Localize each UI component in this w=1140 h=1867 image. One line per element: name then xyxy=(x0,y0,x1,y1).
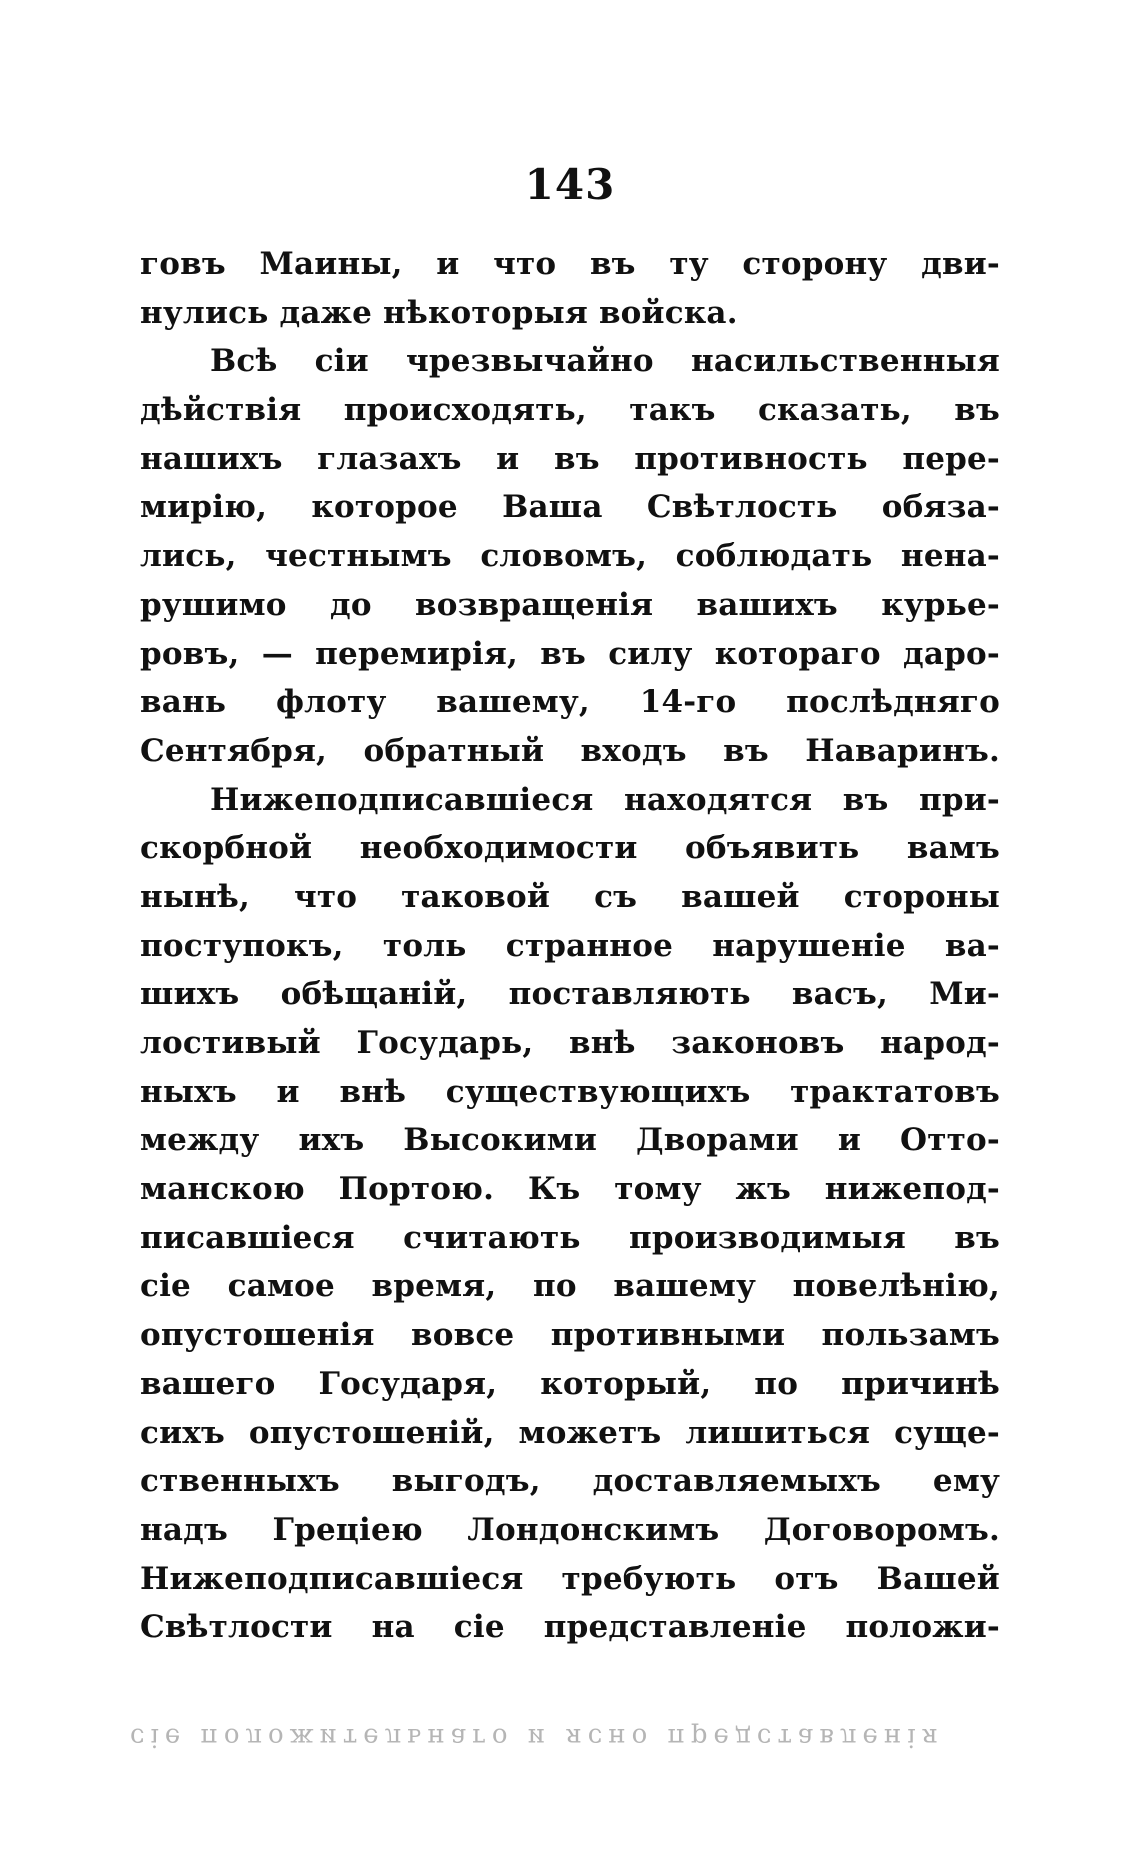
text-line: говъ Маины, и что въ ту сторону дви- xyxy=(140,246,1000,282)
text-line: лостивый Государь, внѣ законовъ народ- xyxy=(140,1025,1000,1061)
text-line: Нижеподписавшіеся требують отъ Вашей xyxy=(140,1560,1000,1597)
text-line: поступокъ, толь странное нарушеніе ва- xyxy=(140,927,1000,964)
text-line: нулись даже нѣкоторыя войска. xyxy=(140,294,738,331)
text-line: надъ Греціею Лондонскимъ Договоромъ. xyxy=(140,1511,1000,1548)
text-line: манскою Портою. Къ тому жъ нижепод- xyxy=(140,1171,1000,1208)
text-line: нынѣ, что таковой съ вашей стороны xyxy=(140,878,1000,915)
text-line: вань флоту вашему, 14-го послѣдняго xyxy=(140,684,1000,721)
text-line: сіе самое время, по вашему повелѣнію, xyxy=(140,1268,1000,1305)
bleed-through-text: сіе положительнаго и ясно представленія xyxy=(130,1722,944,1752)
text-line: писавшіеся считають производимыя въ xyxy=(140,1219,1000,1256)
text-line: дѣйствія происходять, такъ сказать, въ xyxy=(140,392,1000,429)
page-number: 143 xyxy=(524,160,616,209)
text-line: ныхъ и внѣ существующихъ трактатовъ xyxy=(140,1073,1000,1110)
text-line: лись, честнымъ словомъ, соблюдать нена- xyxy=(140,538,1000,575)
text-line: Сентября, обратный входъ въ Наваринъ. xyxy=(140,732,1000,769)
body-text xyxy=(140,240,1000,1652)
text-line: сихъ опустошеній, можетъ лишиться суще- xyxy=(140,1414,1000,1451)
text-line: рушимо до возвращенія вашихъ курье- xyxy=(140,586,1000,623)
text-line: опустошенія вовсе противными пользамъ xyxy=(140,1317,1000,1354)
text-line: между ихъ Высокими Дворами и Отто- xyxy=(140,1122,1000,1159)
text-line: вашего Государя, который, по причинѣ xyxy=(140,1365,1000,1402)
text-line: мирію, которое Ваша Свѣтлость обяза- xyxy=(140,489,1000,526)
text-line: ровъ, — перемирія, въ силу котораго даро- xyxy=(140,635,1000,672)
text-line: Нижеподписавшіеся находятся въ при- xyxy=(210,781,1000,818)
text-line: ственныхъ выгодъ, доставляемыхъ ему xyxy=(140,1463,1000,1500)
text-line: Свѣтлости на сіе представленіе положи- xyxy=(140,1609,1000,1646)
text-line: шихъ обѣщаній, поставляють васъ, Ми- xyxy=(140,976,1000,1013)
text-line: нашихъ глазахъ и въ противность пере- xyxy=(140,440,1000,477)
text-line: Всѣ сіи чрезвычайно насильственныя xyxy=(210,343,1000,380)
text-line: скорбной необходимости объявить вамъ xyxy=(140,830,1000,867)
